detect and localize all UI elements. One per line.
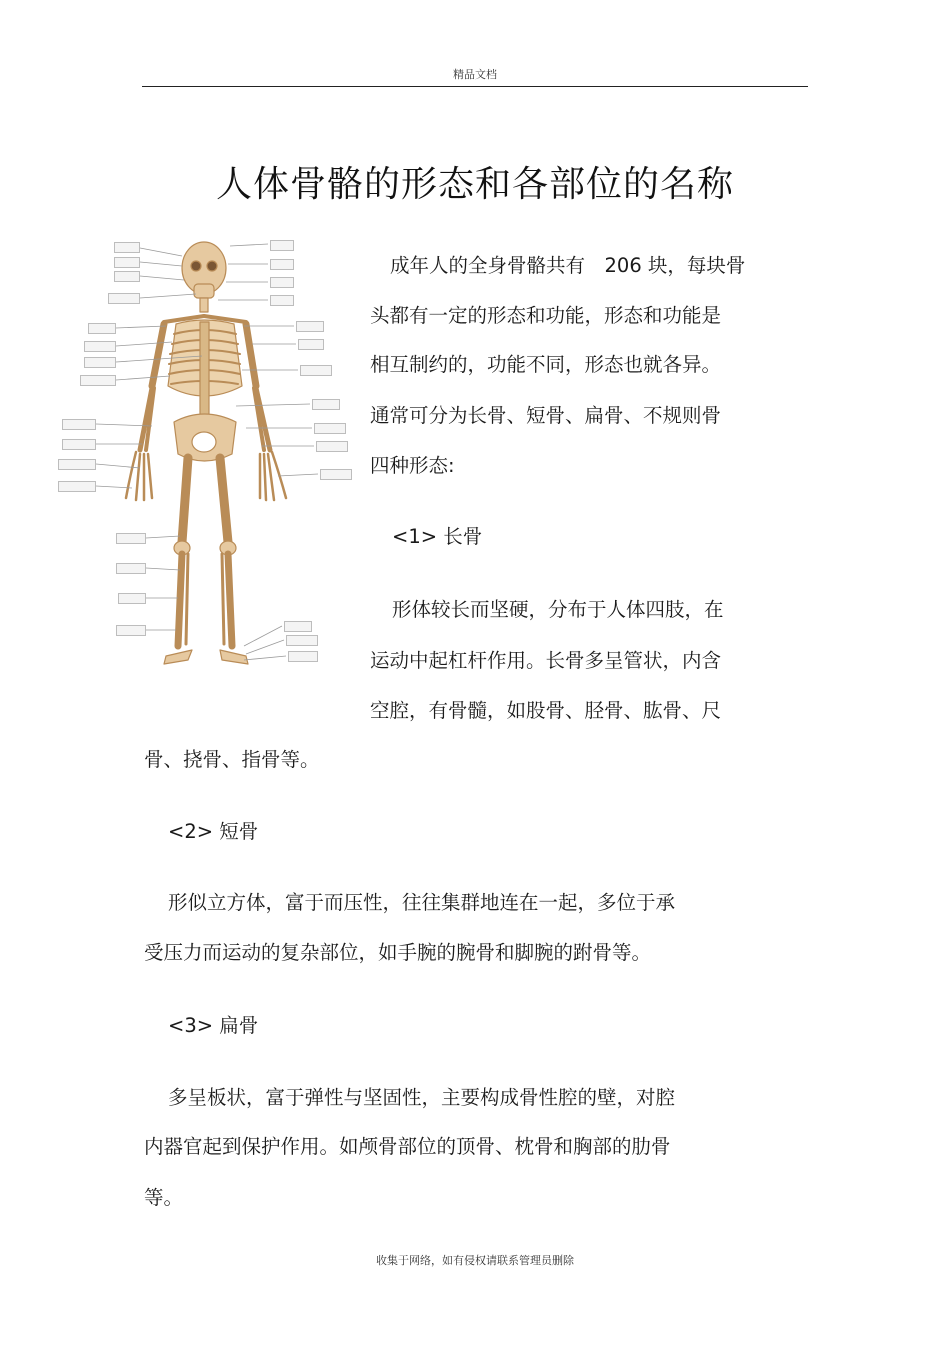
figure-label	[108, 293, 140, 304]
figure-label	[84, 341, 116, 352]
body-line: 内器官起到保护作用。如颅骨部位的顶骨、枕骨和胸部的肋骨	[144, 1135, 671, 1158]
figure-label	[116, 563, 146, 574]
body-line: 骨、挠骨、指骨等。	[144, 748, 320, 771]
body-line: 运动中起杠杆作用。长骨多呈管状，内含	[370, 649, 722, 672]
body-line: 空腔，有骨髓，如股骨、胫骨、肱骨、尺	[370, 699, 722, 722]
body-line: 通常可分为长骨、短骨、扁骨、不规则骨	[370, 404, 722, 427]
page-footer: 收集于网络，如有侵权请联系管理员删除	[376, 1254, 574, 1267]
figure-label	[114, 242, 140, 253]
section-heading: <3> 扁骨	[168, 1014, 259, 1037]
figure-label	[286, 635, 318, 646]
figure-label	[114, 271, 140, 282]
figure-label	[288, 651, 318, 662]
body-line: 形体较长而坚硬，分布于人体四肢，在	[392, 598, 724, 621]
figure-label	[80, 375, 116, 386]
figure-label	[58, 459, 96, 470]
body-line: 四种形态:	[370, 454, 455, 477]
figure-label	[62, 439, 96, 450]
figure-label	[284, 621, 312, 632]
figure-label	[300, 365, 332, 376]
body-line: 多呈板状，富于弹性与坚固性，主要构成骨性腔的壁，对腔	[168, 1086, 676, 1109]
body-line: 等。	[144, 1186, 184, 1209]
skeleton-figure	[56, 236, 356, 696]
body-line: 成年人的全身骨骼共有 206 块，每块骨	[390, 254, 746, 277]
body-line: 相互制约的，功能不同，形态也就各异。	[370, 353, 722, 376]
figure-label	[114, 257, 140, 268]
header-divider	[142, 86, 808, 87]
body-line: 受压力而运动的复杂部位，如手腕的腕骨和脚腕的跗骨等。	[144, 941, 652, 964]
figure-label	[118, 593, 146, 604]
figure-label	[314, 423, 346, 434]
figure-label	[298, 339, 324, 350]
figure-label	[58, 481, 96, 492]
figure-label	[116, 533, 146, 544]
body-line: 形似立方体，富于而压性，往往集群地连在一起，多位于承	[168, 891, 676, 914]
body-line: 头都有一定的形态和功能，形态和功能是	[370, 304, 722, 327]
figure-label	[296, 321, 324, 332]
figure-label	[84, 357, 116, 368]
section-heading: <1> 长骨	[392, 525, 483, 548]
figure-label	[116, 625, 146, 636]
figure-label	[270, 240, 294, 251]
page-header: 精品文档	[453, 68, 497, 81]
figure-label	[320, 469, 352, 480]
section-heading: <2> 短骨	[168, 820, 259, 843]
page-title: 人体骨骼的形态和各部位的名称	[215, 164, 734, 205]
figure-label	[270, 295, 294, 306]
figure-label	[88, 323, 116, 334]
figure-label	[270, 277, 294, 288]
figure-label	[312, 399, 340, 410]
figure-label	[270, 259, 294, 270]
figure-label	[62, 419, 96, 430]
figure-label	[316, 441, 348, 452]
